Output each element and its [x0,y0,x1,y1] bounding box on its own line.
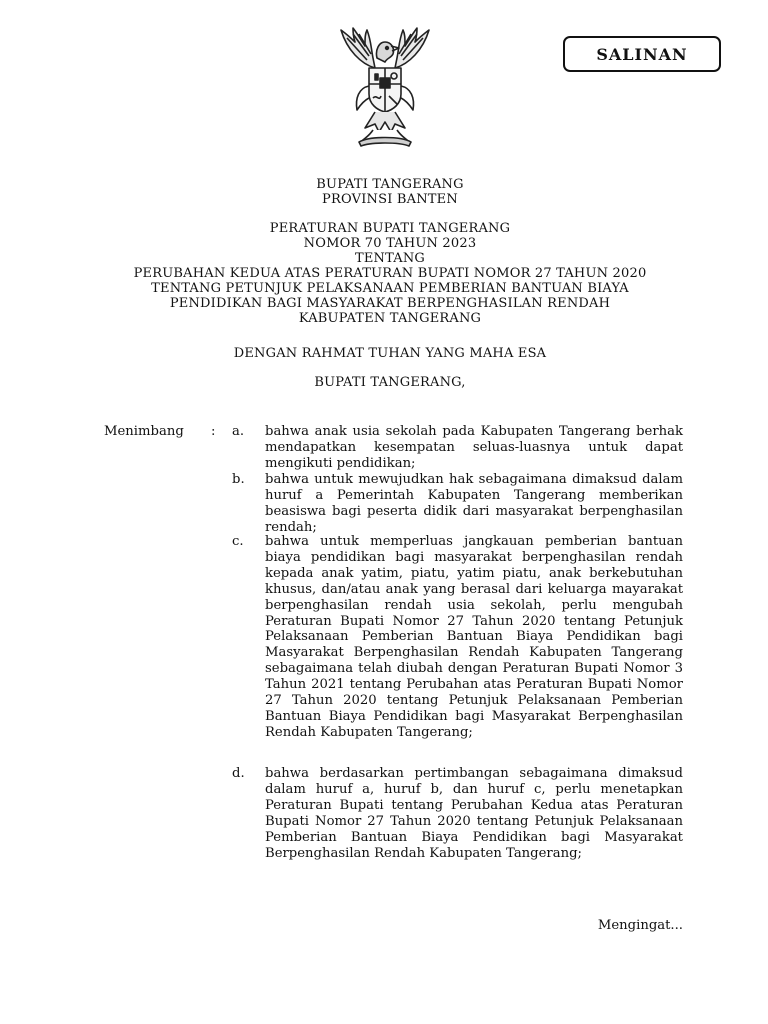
considering-label: Menimbang [104,424,184,439]
regulation-title-line: PENDIDIKAN BAGI MASYARAKAT BERPENGHASILAN RENDAH [169,296,611,311]
regulation-number: NOMOR 70 TAHUN 2023 [303,236,477,251]
regulation-title-line: PERUBAHAN KEDUA ATAS PERATURAN BUPATI NOMOR 27 TAHUN 2020 [133,266,647,281]
regulation-heading: PERATURAN BUPATI TANGERANG [269,221,511,236]
considering-item-c: bahwa untuk memperluas jangkauan pemberian bantuan biaya pendidikan bagi masyarakat berpenghasilan rendah kepada anak yatim, piatu, yatim piatu, anak berkebutuhan khusus, dan/atau anak yang berasal dari keluarga mayarakat berpenghasilan rendah usia sekolah, perlu mengubah Peraturan Bupati Nomor 27 Tahun 2020 tentang Petunjuk Pelaksanaan Pemberian Bantuan Biaya Pendidikan bagi Masyarakat Berpenghasilan Rendah Kabupaten Tangerang sebagaimana telah diubah dengan Peraturan Bupati Nomor 3 Tahun 2021 tentang Perubahan atas Peraturan Bupati Nomor 27 Tahun 2020 tentang Petunjuk Pelaksanaan Pemberian Bantuan Biaya Pendidikan bagi Masyarakat Berpenghasilan Rendah Kabupaten Tangerang; [265,534,683,740]
item-marker: c. [232,534,244,549]
copy-stamp: SALINAN [563,36,721,72]
about-heading: TENTANG [354,251,426,266]
garuda-emblem-icon [325,24,445,150]
issuer-heading: BUPATI TANGERANG, [314,375,466,390]
office-heading: BUPATI TANGERANG [316,177,464,192]
regulation-title-line: KABUPATEN TANGERANG [298,311,482,326]
considering-item-b: bahwa untuk mewujudkan hak sebagaimana dimaksud dalam huruf a Pemerintah Kabupaten Tangerang memberikan beasiswa bagi peserta didik dari masyarakat berpenghasilan rendah; [265,472,683,535]
next-page-catchword: Mengingat... [597,918,683,933]
invocation: DENGAN RAHMAT TUHAN YANG MAHA ESA [233,346,547,361]
considering-colon: : [211,424,216,439]
item-marker: d. [232,766,245,781]
province-heading: PROVINSI BANTEN [322,192,458,207]
item-marker: a. [232,424,245,439]
considering-item-d: bahwa berdasarkan pertimbangan sebagaimana dimaksud dalam huruf a, huruf b, dan huruf c, perlu menetapkan Peraturan Bupati tentang Perubahan Kedua atas Peraturan Bupati Nomor 27 Tahun 2020 tentang Petunjuk Pelaksanaan Pemberian Bantuan Biaya Pendidikan bagi Masyarakat Berpenghasilan Rendah Kabupaten Tangerang; [265,766,683,861]
regulation-title-line: TENTANG PETUNJUK PELAKSANAAN PEMBERIAN BANTUAN BIAYA [151,281,629,296]
item-marker: b. [232,472,245,487]
considering-item-a: bahwa anak usia sekolah pada Kabupaten Tangerang berhak mendapatkan kesempatan seluas-luasnya untuk dapat mengikuti pendidikan; [265,424,683,471]
